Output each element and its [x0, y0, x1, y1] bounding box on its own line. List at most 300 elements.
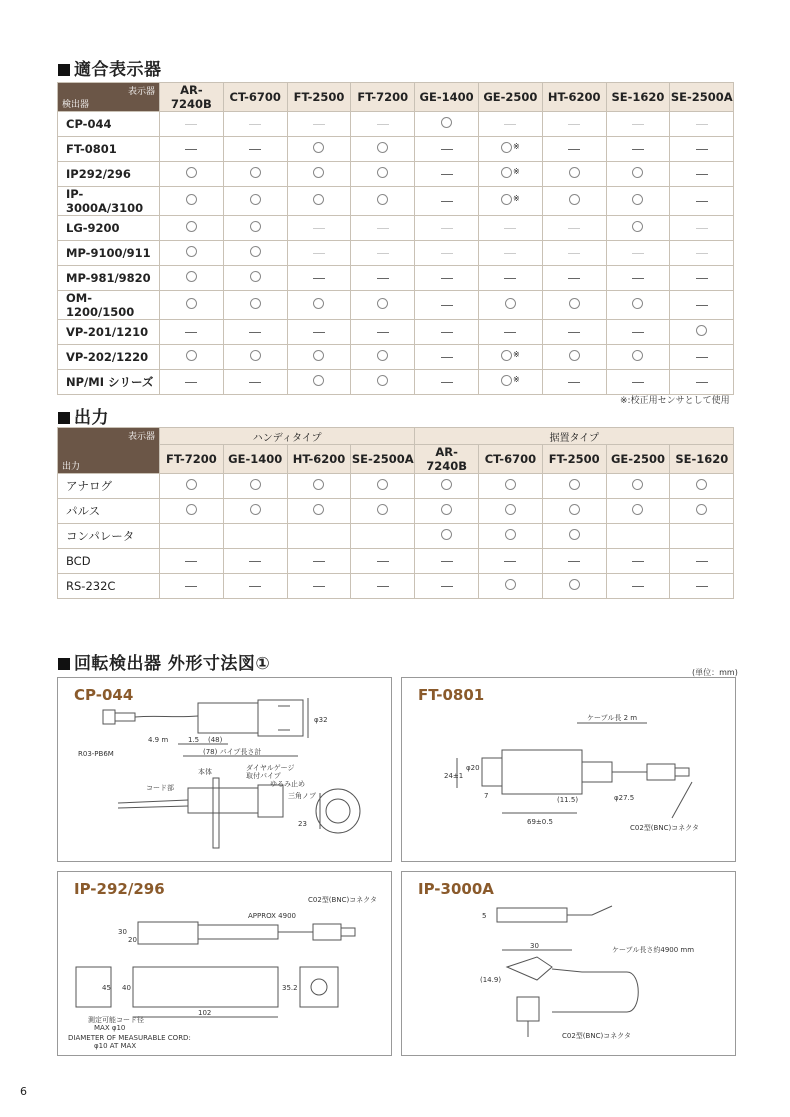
dash-mark-icon — [632, 278, 644, 279]
table-row — [58, 574, 734, 599]
dash-mark-icon — [568, 382, 580, 383]
table-cell — [351, 291, 415, 320]
row-header: IP-3000A/3100 — [58, 187, 160, 216]
dash-mark-icon — [441, 332, 453, 333]
table-cell — [160, 370, 224, 395]
section3-title: 回転検出器 外形寸法図① — [58, 649, 270, 674]
dash-mark-icon — [632, 253, 644, 254]
table-cell — [287, 345, 351, 370]
dash-mark-icon — [441, 228, 453, 229]
circle-mark-icon — [569, 504, 580, 515]
table-cell — [415, 345, 479, 370]
table-cell — [415, 474, 479, 499]
dash-mark-icon — [441, 253, 453, 254]
row-header: MP-981/9820 — [58, 266, 160, 291]
footnote: ※:校正用センサとして使用 — [620, 396, 730, 406]
dash-mark-icon — [568, 253, 580, 254]
table-cell — [351, 474, 415, 499]
table-cell — [415, 162, 479, 187]
table-cell — [351, 216, 415, 241]
dash-mark-icon — [696, 253, 708, 254]
table-cell — [670, 266, 734, 291]
dash-mark-icon — [632, 586, 644, 587]
table-cell — [223, 574, 287, 599]
column-header: AR-7240B — [415, 445, 479, 474]
table-cell — [287, 524, 351, 549]
table-cell — [670, 574, 734, 599]
table-cell — [415, 320, 479, 345]
table-cell — [606, 137, 670, 162]
table-row — [58, 320, 734, 345]
dash-mark-icon — [441, 305, 453, 306]
dash-mark-icon — [696, 382, 708, 383]
table-cell — [351, 345, 415, 370]
table-cell — [160, 474, 224, 499]
circle-mark-icon — [501, 167, 512, 178]
dim-label: φ10 AT MAX — [94, 1042, 137, 1050]
table-row — [58, 291, 734, 320]
column-header: SE-1620 — [606, 83, 670, 112]
row-header: IP292/296 — [58, 162, 160, 187]
corner-bottom-label: 検出器 — [62, 100, 90, 110]
dim-label: 23 — [298, 820, 307, 828]
circle-mark-icon — [632, 194, 643, 205]
table-cell — [542, 137, 606, 162]
table-cell — [223, 216, 287, 241]
circle-mark-icon — [441, 117, 452, 128]
column-header: SE-2500A — [351, 445, 415, 474]
table-cell — [478, 266, 542, 291]
table-cell — [478, 345, 542, 370]
dim-label: 1.5 — [188, 736, 200, 744]
section2-title: 出力 — [58, 403, 109, 428]
dash-mark-icon — [441, 174, 453, 175]
dash-mark-icon — [504, 124, 516, 125]
dash-mark-icon — [249, 382, 261, 383]
circle-mark-icon — [501, 350, 512, 361]
circle-mark-icon — [377, 479, 388, 490]
dim-label: R03-PB6M — [78, 750, 114, 758]
dash-mark-icon — [632, 149, 644, 150]
circle-mark-icon — [696, 325, 707, 336]
dash-mark-icon — [377, 228, 389, 229]
table-cell — [415, 216, 479, 241]
dash-mark-icon — [313, 586, 325, 587]
table-cell — [606, 524, 670, 549]
row-header: MP-9100/911 — [58, 241, 160, 266]
dim-label: 5 — [482, 912, 487, 920]
row-header: CP-044 — [58, 112, 160, 137]
row-header: コンパレータ — [58, 524, 160, 549]
dim-label: 20 — [128, 936, 137, 944]
table-row — [58, 162, 734, 187]
table-cell — [670, 291, 734, 320]
circle-mark-icon — [569, 194, 580, 205]
dim-label: 102 — [198, 1009, 212, 1017]
circle-mark-icon — [377, 375, 388, 386]
dash-mark-icon — [249, 332, 261, 333]
table-cell — [670, 345, 734, 370]
circle-mark-icon — [505, 479, 516, 490]
table-cell — [415, 112, 479, 137]
dash-mark-icon — [696, 124, 708, 125]
table-cell — [606, 162, 670, 187]
table-cell — [606, 320, 670, 345]
circle-mark-icon — [569, 167, 580, 178]
table-cell — [542, 112, 606, 137]
dim-label: 7 — [484, 792, 489, 800]
dim-label: ケーブル長さ約4900 mm — [612, 946, 695, 954]
circle-mark-icon — [186, 479, 197, 490]
panel-title: IP-292/296 — [74, 880, 165, 898]
dim-label: 40 — [122, 984, 131, 992]
table-cell — [351, 574, 415, 599]
star-note-mark: ※ — [513, 350, 520, 359]
table-cell — [160, 549, 224, 574]
table-cell — [351, 320, 415, 345]
table-cell — [160, 162, 224, 187]
table-cell — [670, 241, 734, 266]
circle-mark-icon — [501, 142, 512, 153]
table-cell — [223, 549, 287, 574]
circle-mark-icon — [250, 221, 261, 232]
circle-mark-icon — [186, 298, 197, 309]
table-cell — [415, 187, 479, 216]
table-cell — [287, 549, 351, 574]
dim-label: 測定可能コード径 — [88, 1016, 144, 1024]
dash-mark-icon — [696, 228, 708, 229]
cp-044-drawing — [58, 678, 391, 861]
dim-label: C02型(BNC)コネクタ — [308, 896, 378, 904]
table-cell — [478, 291, 542, 320]
corner-top-label: 表示器 — [127, 432, 155, 442]
table-cell — [606, 266, 670, 291]
dim-label: 30 — [118, 928, 127, 936]
table-cell — [160, 291, 224, 320]
column-header: CT-6700 — [479, 445, 543, 474]
table-cell — [542, 266, 606, 291]
dash-mark-icon — [696, 561, 708, 562]
table-cell — [160, 241, 224, 266]
compatibility-table — [57, 82, 734, 395]
row-header: VP-202/1220 — [58, 345, 160, 370]
dim-label: (78) パイプ長さ計 — [203, 748, 262, 756]
table-cell — [542, 524, 606, 549]
table-cell — [542, 162, 606, 187]
dash-mark-icon — [441, 149, 453, 150]
dash-mark-icon — [632, 124, 644, 125]
table-cell — [542, 549, 606, 574]
ft-0801-drawing — [402, 678, 735, 861]
circle-mark-icon — [250, 194, 261, 205]
dash-mark-icon — [377, 586, 389, 587]
dash-mark-icon — [696, 586, 708, 587]
table-cell — [223, 370, 287, 395]
dash-mark-icon — [504, 253, 516, 254]
circle-mark-icon — [186, 194, 197, 205]
circle-mark-icon — [186, 221, 197, 232]
circle-mark-icon — [441, 504, 452, 515]
column-header: FT-7200 — [351, 83, 415, 112]
table-cell — [670, 499, 734, 524]
table-row — [58, 524, 734, 549]
table-corner — [58, 428, 160, 474]
table-cell — [606, 291, 670, 320]
table-cell — [479, 474, 543, 499]
panel-ip-292-296 — [57, 871, 392, 1056]
section1-title: 適合表示器 — [58, 55, 162, 80]
dash-mark-icon — [696, 278, 708, 279]
table-cell — [670, 187, 734, 216]
column-header: FT-7200 — [160, 445, 224, 474]
table-cell — [351, 266, 415, 291]
dim-label: コード部 — [146, 784, 174, 792]
dim-label: DIAMETER OF MEASURABLE CORD: — [68, 1034, 191, 1042]
table-cell — [160, 345, 224, 370]
circle-mark-icon — [569, 479, 580, 490]
circle-mark-icon — [313, 194, 324, 205]
circle-mark-icon — [377, 298, 388, 309]
table-cell — [670, 320, 734, 345]
table-cell — [223, 499, 287, 524]
table-cell — [670, 549, 734, 574]
table-cell — [287, 241, 351, 266]
table-cell — [542, 499, 606, 524]
table-cell — [223, 524, 287, 549]
table-cell — [160, 499, 224, 524]
table-cell — [223, 320, 287, 345]
table-cell — [160, 574, 224, 599]
dash-mark-icon — [696, 357, 708, 358]
dash-mark-icon — [377, 124, 389, 125]
table-cell — [606, 241, 670, 266]
table-cell — [606, 216, 670, 241]
dash-mark-icon — [185, 586, 197, 587]
dash-mark-icon — [441, 201, 453, 202]
circle-mark-icon — [569, 350, 580, 361]
table-cell — [160, 524, 224, 549]
circle-mark-icon — [377, 194, 388, 205]
dash-mark-icon — [377, 561, 389, 562]
dim-label: 本体 — [198, 768, 212, 776]
circle-mark-icon — [250, 479, 261, 490]
table-cell — [223, 137, 287, 162]
dash-mark-icon — [185, 332, 197, 333]
dash-mark-icon — [377, 278, 389, 279]
dim-label: 69±0.5 — [527, 818, 553, 826]
table-cell — [287, 370, 351, 395]
table-cell — [287, 266, 351, 291]
dash-mark-icon — [504, 332, 516, 333]
circle-mark-icon — [313, 504, 324, 515]
circle-mark-icon — [313, 479, 324, 490]
dash-mark-icon — [313, 332, 325, 333]
column-header: FT-2500 — [287, 83, 351, 112]
circle-mark-icon — [186, 271, 197, 282]
dash-mark-icon — [313, 124, 325, 125]
dim-label: 三角ノブ — [288, 792, 316, 800]
table-cell — [160, 216, 224, 241]
table-cell — [415, 574, 479, 599]
dim-label: (14.9) — [480, 976, 502, 984]
table-cell — [160, 187, 224, 216]
table-cell — [351, 241, 415, 266]
table-cell — [223, 241, 287, 266]
table-cell — [415, 524, 479, 549]
dim-label: 30 — [530, 942, 539, 950]
circle-mark-icon — [313, 350, 324, 361]
dim-label: 35.2 — [282, 984, 298, 992]
circle-mark-icon — [250, 271, 261, 282]
table-cell — [606, 370, 670, 395]
table-cell — [351, 187, 415, 216]
table-row — [58, 216, 734, 241]
table-cell — [223, 291, 287, 320]
column-header: HT-6200 — [287, 445, 351, 474]
table-cell — [351, 524, 415, 549]
table-row — [58, 137, 734, 162]
table-cell — [287, 187, 351, 216]
corner-bottom-label: 出力 — [62, 462, 81, 472]
table-cell — [351, 137, 415, 162]
circle-mark-icon — [186, 167, 197, 178]
dim-label: (11.5) — [557, 796, 579, 804]
circle-mark-icon — [377, 167, 388, 178]
dash-mark-icon — [696, 149, 708, 150]
dim-label: APPROX 4900 — [248, 912, 296, 920]
circle-mark-icon — [632, 221, 643, 232]
dash-mark-icon — [568, 278, 580, 279]
table-cell — [542, 574, 606, 599]
circle-mark-icon — [501, 194, 512, 205]
circle-mark-icon — [569, 298, 580, 309]
table-cell — [670, 137, 734, 162]
circle-mark-icon — [250, 246, 261, 257]
row-header: FT-0801 — [58, 137, 160, 162]
circle-mark-icon — [186, 504, 197, 515]
table-cell — [478, 137, 542, 162]
table-cell — [670, 370, 734, 395]
dash-mark-icon — [568, 561, 580, 562]
table-cell — [606, 499, 670, 524]
group-stationary: 据置タイプ — [415, 428, 734, 445]
dim-label: φ32 — [314, 716, 328, 724]
table-row — [58, 187, 734, 216]
table-row — [58, 474, 734, 499]
dash-mark-icon — [249, 561, 261, 562]
circle-mark-icon — [250, 298, 261, 309]
table-cell — [542, 320, 606, 345]
circle-mark-icon — [505, 298, 516, 309]
panel-title: CP-044 — [74, 686, 134, 704]
page-number: 6 — [20, 1085, 27, 1098]
dash-mark-icon — [696, 201, 708, 202]
dash-mark-icon — [441, 561, 453, 562]
dash-mark-icon — [441, 278, 453, 279]
table-row — [58, 266, 734, 291]
circle-mark-icon — [377, 504, 388, 515]
row-header: VP-201/1210 — [58, 320, 160, 345]
table-cell — [606, 574, 670, 599]
circle-mark-icon — [569, 579, 580, 590]
circle-mark-icon — [501, 375, 512, 386]
circle-mark-icon — [569, 529, 580, 540]
table-cell — [415, 137, 479, 162]
row-header: BCD — [58, 549, 160, 574]
table-cell — [542, 370, 606, 395]
table-cell — [287, 162, 351, 187]
dash-mark-icon — [377, 332, 389, 333]
row-header: OM-1200/1500 — [58, 291, 160, 320]
row-header: アナログ — [58, 474, 160, 499]
circle-mark-icon — [250, 504, 261, 515]
table-cell — [287, 216, 351, 241]
column-header: SE-2500A — [670, 83, 734, 112]
table-cell — [670, 216, 734, 241]
table-cell — [160, 112, 224, 137]
dash-mark-icon — [632, 382, 644, 383]
dash-mark-icon — [377, 253, 389, 254]
table-cell — [351, 162, 415, 187]
panel-ip-3000a — [401, 871, 736, 1056]
dash-mark-icon — [696, 174, 708, 175]
dim-label: C02型(BNC)コネクタ — [630, 824, 700, 832]
table-cell — [415, 549, 479, 574]
dash-mark-icon — [504, 561, 516, 562]
dash-mark-icon — [568, 149, 580, 150]
table-cell — [223, 112, 287, 137]
table-cell — [287, 112, 351, 137]
table-cell — [542, 474, 606, 499]
table-cell — [478, 187, 542, 216]
ip-3000a-drawing — [402, 872, 735, 1055]
column-header: GE-1400 — [223, 445, 287, 474]
column-header: GE-2500 — [606, 445, 670, 474]
circle-mark-icon — [441, 529, 452, 540]
column-header: FT-2500 — [542, 445, 606, 474]
circle-mark-icon — [313, 298, 324, 309]
group-handy: ハンディタイプ — [160, 428, 415, 445]
circle-mark-icon — [186, 246, 197, 257]
star-note-mark: ※ — [513, 167, 520, 176]
circle-mark-icon — [696, 504, 707, 515]
star-note-mark: ※ — [513, 194, 520, 203]
table-row — [58, 370, 734, 395]
circle-mark-icon — [441, 479, 452, 490]
dim-label: ケーブル長 2 m — [587, 714, 638, 722]
circle-mark-icon — [505, 504, 516, 515]
table-cell — [287, 474, 351, 499]
output-table — [57, 427, 734, 599]
table-cell — [287, 499, 351, 524]
panel-cp-044 — [57, 677, 392, 862]
dash-mark-icon — [313, 278, 325, 279]
column-header: CT-6700 — [223, 83, 287, 112]
table-cell — [351, 549, 415, 574]
dash-mark-icon — [568, 124, 580, 125]
table-cell — [479, 549, 543, 574]
row-header: RS-232C — [58, 574, 160, 599]
table-cell — [287, 137, 351, 162]
table-cell — [415, 499, 479, 524]
dim-label: 取付パイプ — [246, 772, 281, 780]
table-cell — [606, 187, 670, 216]
circle-mark-icon — [186, 350, 197, 361]
circle-mark-icon — [696, 479, 707, 490]
dash-mark-icon — [249, 586, 261, 587]
dash-mark-icon — [696, 305, 708, 306]
circle-mark-icon — [632, 479, 643, 490]
